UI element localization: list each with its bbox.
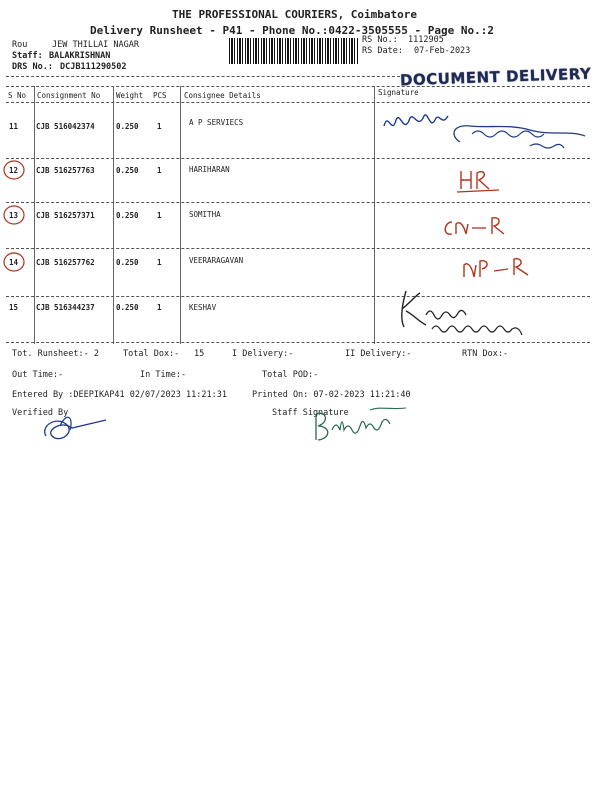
weight: 0.250 xyxy=(116,122,139,131)
i-delivery: I Delivery:- xyxy=(232,349,294,359)
consignment-no: CJB 516257763 xyxy=(36,166,95,175)
rs-date-label: RS Date: xyxy=(362,46,403,56)
pcs: 1 xyxy=(157,211,162,220)
signature-row-12 xyxy=(455,165,505,195)
tot-runsheet: Tot. Runsheet:- 2 xyxy=(12,349,99,359)
staff-label: Staff: xyxy=(12,51,43,61)
signature-row-15 xyxy=(392,285,562,340)
signature-row-13 xyxy=(440,212,520,242)
route-value: JEW THILLAI NAGAR xyxy=(52,40,139,50)
consignee: SOMITHA xyxy=(189,210,221,219)
route-label: Rou xyxy=(12,40,28,50)
pcs: 1 xyxy=(157,166,162,175)
pcs: 1 xyxy=(157,258,162,267)
col-consignee: Consignee Details xyxy=(184,91,261,100)
total-dox-value: 15 xyxy=(194,349,205,359)
in-time: In Time:- xyxy=(140,370,187,380)
consignment-no: CJB 516257762 xyxy=(36,258,95,267)
consignment-no: CJB 516344237 xyxy=(36,303,95,312)
verified-by: Verified By xyxy=(12,408,69,418)
col-consignment: Consignment No xyxy=(37,91,101,100)
rtn-dox: RTN Dox:- xyxy=(462,349,509,359)
header-top-divider xyxy=(6,86,590,87)
staff-signature xyxy=(310,404,420,446)
staff-value: BALAKRISHNAN xyxy=(49,51,111,61)
weight: 0.250 xyxy=(116,303,139,312)
pcs: 1 xyxy=(157,122,162,131)
col-pcs: PCS xyxy=(153,91,167,100)
printed-on: Printed On: 07-02-2023 11:21:40 xyxy=(252,390,411,400)
entered-by: Entered By :DEEPIKAP41 02/07/2023 11:21:31 xyxy=(12,390,227,400)
consignee: VEERARAGAVAN xyxy=(189,256,244,265)
sno: 12 xyxy=(9,166,19,175)
col-signature: Signature xyxy=(378,88,419,97)
total-dox-label: Total Dox:- xyxy=(123,349,180,359)
runsheet-subtitle: Delivery Runsheet - P41 - Phone No.:0422-3505555 - Page No.:2 xyxy=(90,24,494,37)
rs-no-label: RS No.: xyxy=(362,35,398,45)
ii-delivery: II Delivery:- xyxy=(345,349,412,359)
barcode xyxy=(229,38,359,64)
col-sno: S No xyxy=(8,91,27,100)
consignee: HARIHARAN xyxy=(189,165,230,174)
sno: 15 xyxy=(9,303,19,312)
header-bottom-divider xyxy=(6,102,590,103)
document-delivery-stamp: DOCUMENT DELIVERY xyxy=(399,64,592,90)
col-weight: Weight xyxy=(116,91,144,100)
verifier-signature xyxy=(36,406,116,446)
signature-row-14 xyxy=(460,255,550,285)
rs-no-value: 1112905 xyxy=(408,35,444,45)
rs-date-value: 07-Feb-2023 xyxy=(414,46,471,56)
weight: 0.250 xyxy=(116,258,139,267)
consignee: A P SERVIECS xyxy=(189,118,244,127)
weight: 0.250 xyxy=(116,211,139,220)
sno: 13 xyxy=(9,211,19,220)
total-pod: Total POD:- xyxy=(262,370,319,380)
consignment-no: CJB 516257371 xyxy=(36,211,95,220)
sno: 14 xyxy=(9,258,19,267)
company-title: THE PROFESSIONAL COURIERS, Coimbatore xyxy=(172,8,418,21)
drs-value: DCJB111290502 xyxy=(60,62,127,72)
staff-signature-label: Staff Signature xyxy=(272,408,349,418)
top-divider xyxy=(6,76,400,77)
consignee: KESHAV xyxy=(189,303,217,312)
pcs: 1 xyxy=(157,303,162,312)
out-time: Out Time:- xyxy=(12,370,64,380)
drs-label: DRS No.: xyxy=(12,62,53,72)
weight: 0.250 xyxy=(116,166,139,175)
sno: 11 xyxy=(9,122,19,131)
consignment-no: CJB 516042374 xyxy=(36,122,95,131)
signature-row-11 xyxy=(380,106,590,158)
